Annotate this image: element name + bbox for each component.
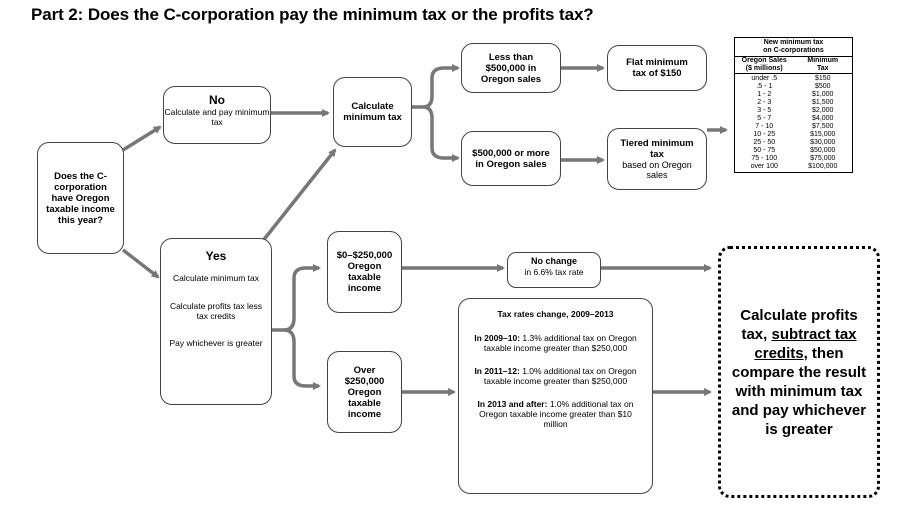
arrow-calc-branch [412, 68, 458, 107]
tax-rates-box [458, 298, 653, 494]
no-change-heading: No change [530, 256, 577, 266]
arrow-start-to-no [123, 127, 160, 150]
final-instruction-box [718, 246, 880, 498]
table-row: 7 - 10 $7,500 [755, 123, 834, 130]
low-income-text: $0–$250,000 Oregon taxable income [336, 250, 393, 294]
flat-minimum-text: Flat minimum tax of $150 [626, 57, 688, 79]
no-change-text: in 6.6% tax rate [524, 267, 584, 277]
table-row: 2 - 3 $1,500 [757, 99, 834, 106]
table-body [735, 74, 852, 172]
page-title: Part 2: Does the C-corporation pay the minimum tax or the profits tax? [31, 5, 594, 24]
start-question-box [37, 142, 124, 254]
table-row: 5 - 7 $4,000 [757, 115, 834, 122]
arrow-start-to-yes [123, 250, 158, 277]
table-col-sales-header: Oregon Sales ($ millions) [741, 57, 787, 72]
tiered-minimum-box [607, 128, 707, 190]
yes-item-calc-min: Calculate minimum tax [173, 273, 259, 283]
yes-item-calc-profits: Calculate profits tax less tax credits [169, 301, 263, 321]
table-row: 10 - 25 $15,000 [753, 131, 836, 138]
arrow-yes-to-calc [262, 150, 335, 242]
no-box [163, 86, 271, 144]
less-than-500k-box [461, 43, 561, 93]
table-row: over 100 $100,000 [750, 163, 838, 170]
high-income-box [327, 351, 402, 433]
tax-rates-2013: In 2013 and after: 1.0% additional tax on Oregon taxable income greater than $10 million [477, 399, 634, 429]
minimum-tax-table [734, 37, 853, 173]
less-than-500k-text: Less than $500,000 in Oregon sales [480, 51, 542, 85]
table-row: .5 - 1 $500 [756, 83, 831, 90]
tiered-minimum-heading: Tiered minimum tax [620, 138, 694, 160]
no-change-box [507, 252, 601, 288]
tax-rates-2009: In 2009–10: 1.3% additional tax on Oregon taxable income greater than $250,000 [474, 333, 637, 353]
flat-minimum-box [607, 45, 707, 91]
calc-minimum-text: Calculate minimum tax [343, 101, 402, 123]
table-row: 1 - 2 $1,000 [757, 91, 834, 98]
table-row: 25 - 50 $30,000 [753, 139, 836, 146]
low-income-box [327, 231, 402, 313]
high-income-text: Over $250,000 Oregon taxable income [344, 364, 385, 420]
final-instruction-text: Calculate profits tax, subtract tax credits, then compare the result with minimum tax and pay whichever is greater [731, 306, 867, 438]
no-text: Calculate and pay minimum tax [164, 107, 270, 127]
table-row: under .5 $150 [751, 75, 831, 82]
calc-minimum-box [333, 77, 412, 147]
over-500k-box [461, 131, 561, 186]
yes-box [160, 238, 272, 405]
no-heading: No [209, 93, 225, 107]
arrow-yes-branch [272, 268, 319, 330]
yes-heading: Yes [205, 249, 227, 263]
table-title: New minimum tax on C-corporations [735, 38, 852, 57]
table-col-tax-header: Minimum Tax [807, 57, 839, 72]
table-row: 3 - 5 $2,000 [757, 107, 834, 114]
tax-rates-2011: In 2011–12: 1.0% additional tax on Oregon taxable income greater than $250,000 [474, 366, 637, 386]
tiered-minimum-subtext: based on Oregon sales [622, 160, 692, 180]
over-500k-text: $500,000 or more in Oregon sales [472, 147, 550, 170]
tax-rates-heading: Tax rates change, 2009–2013 [497, 309, 614, 319]
table-row: 75 - 100 $75,000 [751, 155, 836, 162]
table-header-row [735, 57, 852, 74]
yes-item-pay-greater: Pay whichever is greater [169, 338, 263, 348]
table-row: 50 - 75 $50,000 [753, 147, 836, 154]
start-question-text: Does the C-corporation have Oregon taxable income this year? [46, 170, 115, 226]
